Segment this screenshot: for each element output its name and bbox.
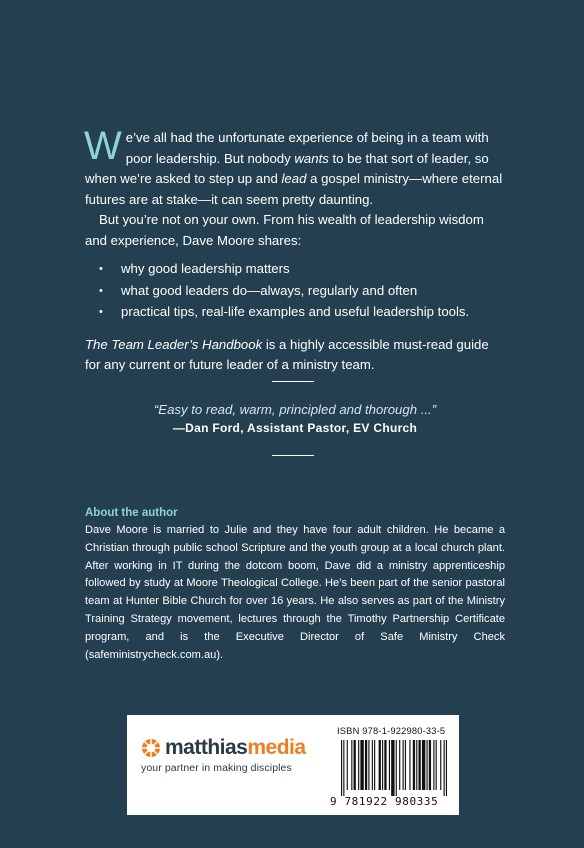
barcode-digits: 9 781922 980335 (330, 795, 439, 808)
barcode-bar (422, 740, 425, 790)
drop-cap: W (84, 124, 122, 168)
barcode-bar (341, 740, 342, 796)
barcode-bar (399, 740, 400, 790)
barcode-bar (429, 740, 431, 790)
barcode-bar (446, 740, 447, 796)
barcode-bar (440, 740, 441, 790)
about-heading: About the author (85, 507, 178, 519)
barcode-bar (384, 740, 386, 790)
publisher-name: matthiasmedia (165, 736, 306, 759)
barcode-bar (382, 740, 383, 790)
barcode-bar (343, 740, 344, 796)
endorsement (85, 401, 505, 437)
barcode-bar (351, 740, 352, 790)
about-author (85, 505, 505, 664)
list-item: • practical tips, real-life examples and useful leadership tools. (99, 302, 505, 323)
divider-top (272, 381, 314, 382)
barcode-bar (433, 740, 434, 790)
barcode-panel (127, 715, 459, 815)
publisher-tagline: your partner in making disciples (141, 762, 292, 774)
sunburst-logo-icon (141, 738, 161, 758)
barcode-bar (396, 740, 397, 796)
barcode-bar (358, 740, 359, 790)
publisher-logo (141, 737, 306, 759)
endorsement-quote: “Easy to read, warm, principled and thorough ...” (153, 402, 437, 417)
barcode-bar (405, 740, 406, 790)
barcode-bar (391, 740, 394, 796)
second-paragraph: But you’re not on your own. From his wealth of leadership wisdom and experience, Dave Moore shares: (85, 212, 484, 248)
feature-list (99, 259, 505, 323)
book-title: The Team Leader’s Handbook (85, 336, 263, 352)
closing-paragraph: The Team Leader’s Handbook is a highly accessible must-read guide for any current or future leader of a ministry team. (85, 336, 489, 372)
barcode-bar (403, 740, 404, 790)
barcode-bar (374, 740, 375, 790)
barcode-bar (372, 740, 373, 790)
barcode-bar (379, 740, 381, 790)
endorsement-attribution: —Dan Ford, Assistant Pastor, EV Church (172, 421, 418, 435)
barcode-icon (341, 740, 447, 796)
barcode-bar (409, 740, 410, 790)
barcode-bar (426, 740, 427, 790)
barcode-bar (419, 740, 421, 790)
barcode-bar (444, 740, 445, 796)
barcode-bar (365, 740, 367, 790)
list-item: • why good leadership matters (99, 259, 505, 280)
list-item: • what good leaders do—always, regularly and often (99, 281, 505, 302)
barcode-bar (347, 740, 348, 790)
barcode-bar (368, 740, 369, 790)
barcode-bar (354, 740, 356, 790)
barcode-bar (416, 740, 417, 790)
intro-paragraph: We’ve all had the unfortunate experience of being in a team with poor leadership. But nobody wants to be that sort of leader, so when we’re asked to step up and lead a gospel ministry—where eternal futures are at stake—it can seem pretty daunting. (84, 124, 503, 207)
barcode-bar (436, 740, 437, 790)
divider-bottom (272, 455, 314, 456)
barcode-bar (389, 740, 390, 790)
about-body: Dave Moore is married to Julie and they have four adult children. He became a Christian through public school Scripture and the youth group at a local church plant. After working in IT during the dotcom boom, Dave did a ministry apprenticeship followed by study at Moore Theological College. He’s been part of the senior pastoral team at Hunter Bible Church for over 16 years. He also serves as part of the Ministry Training Strategy movement, lectures through the Timothy Partnership Certificate program, and is the Executive Director of Safe Ministry Check (safeministrycheck.com.au). (85, 524, 505, 661)
isbn-label: ISBN 978-1-922980-33-5 (337, 726, 446, 736)
blurb (84, 124, 505, 376)
barcode-bar (360, 740, 363, 790)
barcode-bar (413, 740, 415, 790)
